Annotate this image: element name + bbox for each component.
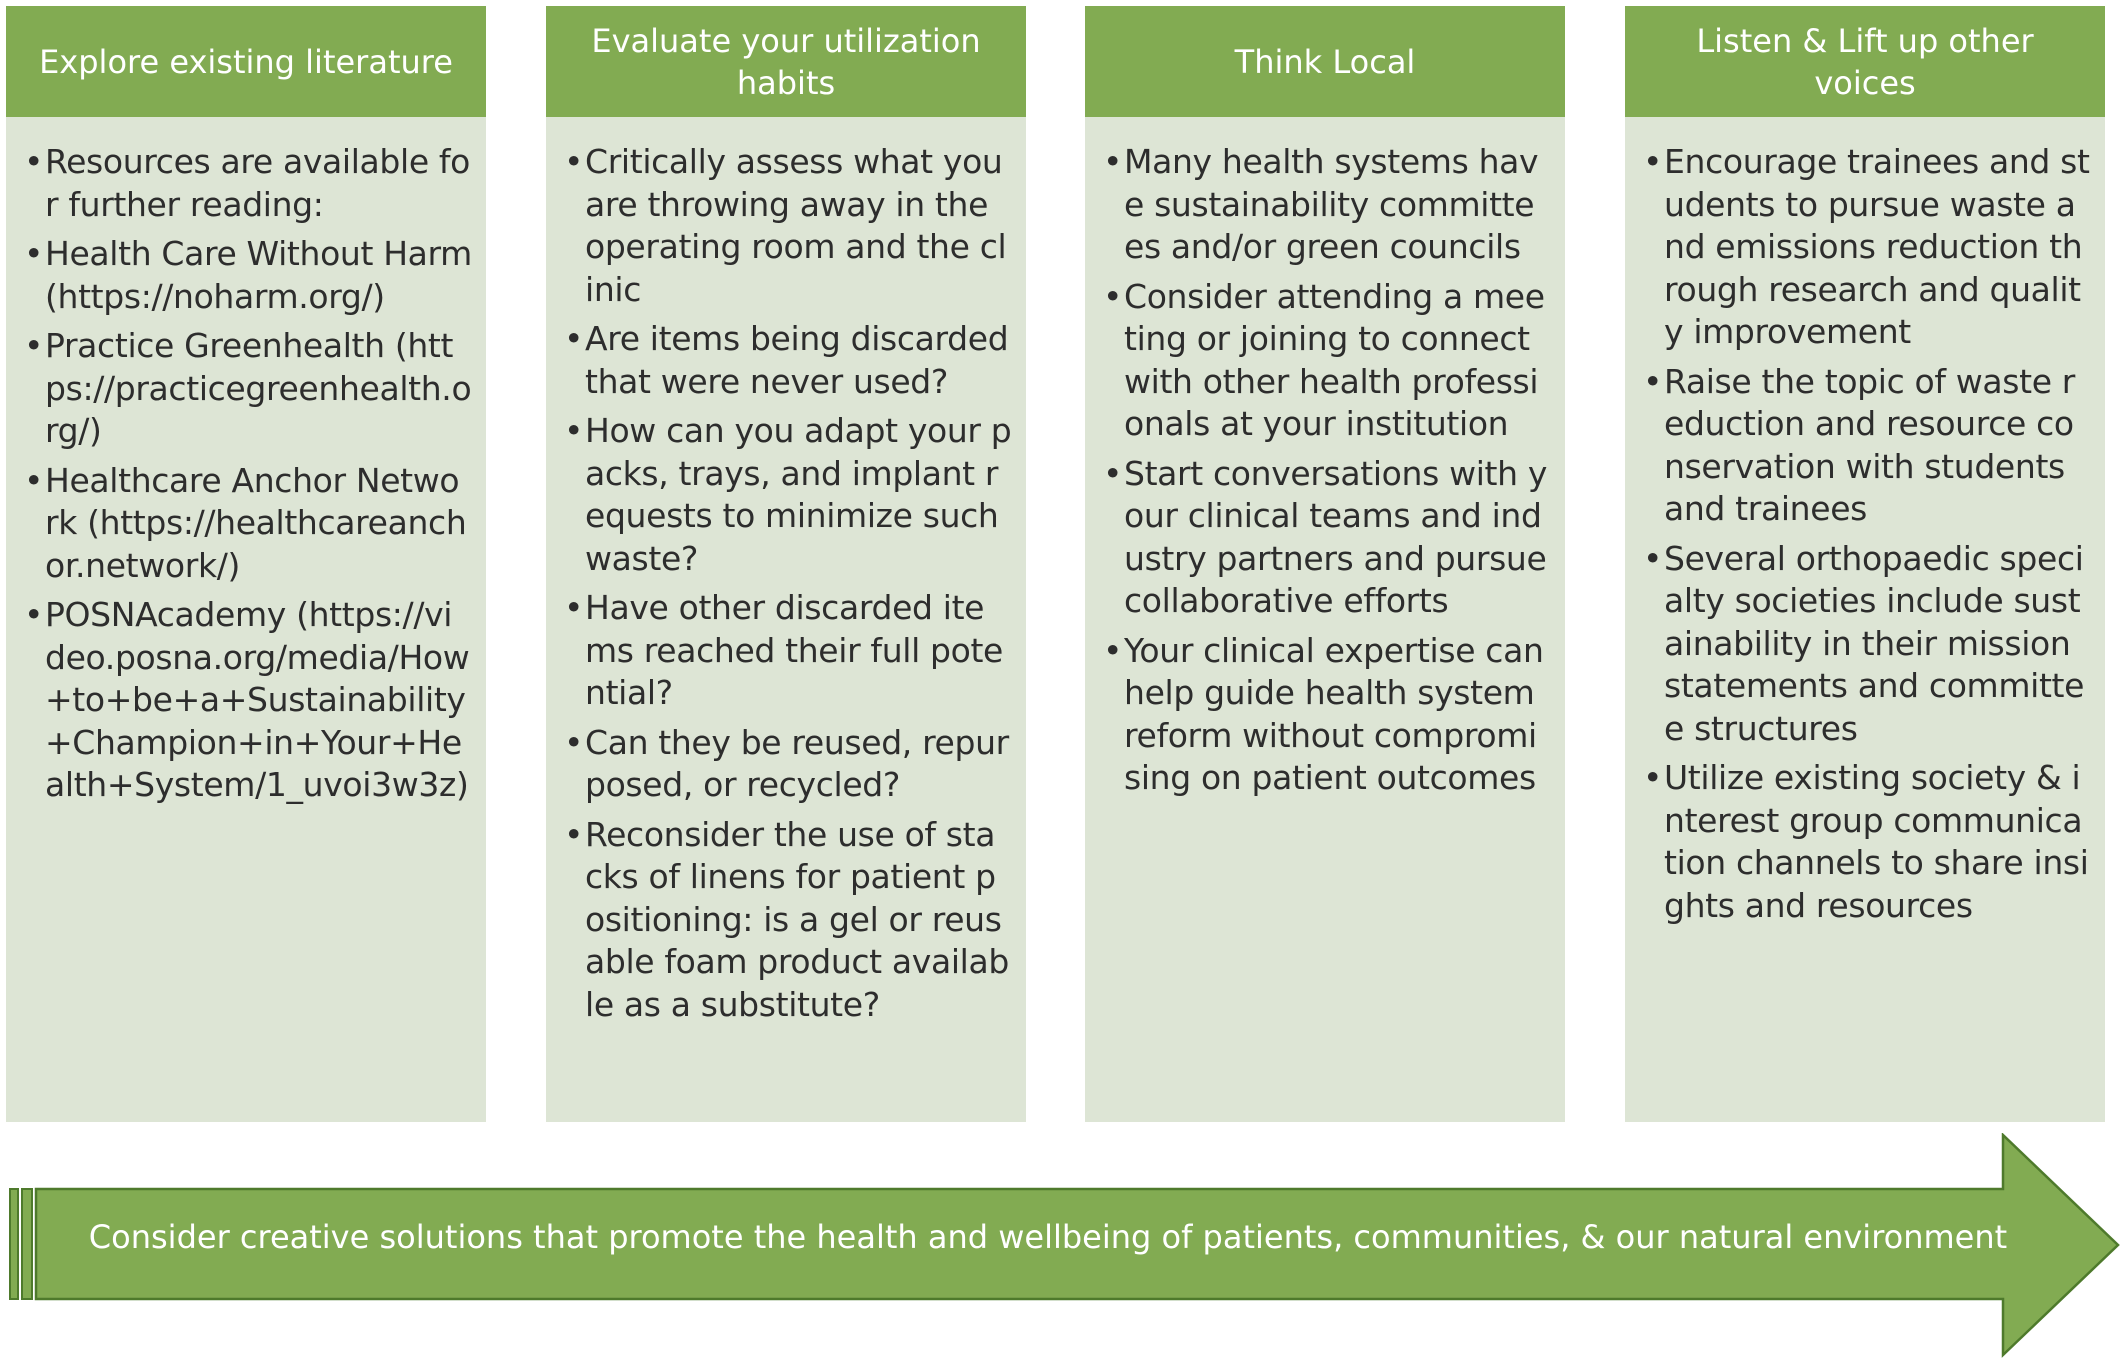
list-item	[24, 325, 472, 453]
list-item	[24, 233, 472, 318]
bullet-icon: •	[24, 460, 44, 500]
list-item-text: Raise the topic of waste reduction and resource conservation with students and trainees	[1664, 361, 2076, 528]
list-item-text: Start conversations with your clinical teams and industry partners and pursue collaborative efforts	[1124, 453, 1547, 620]
list-item-text: Utilize existing society & interest group communication channels to share insights and resources	[1664, 758, 2089, 925]
list-item-text: Healthcare Anchor Network (https://healthcareanchor.network/)	[45, 460, 467, 585]
column-1	[6, 6, 486, 1122]
list-item	[24, 460, 472, 588]
list-item	[1103, 276, 1551, 446]
list-item	[1643, 538, 2091, 751]
bullet-icon: •	[1643, 538, 1663, 578]
list-item	[1643, 757, 2091, 927]
list-item-text: Are items being discarded that were never used?	[585, 319, 1009, 401]
list-item	[564, 722, 1012, 807]
column-list	[6, 117, 486, 807]
list-item-text: Reconsider the use of stacks of linens for patient positioning: is a gel or reusable foam product available as a substitute?	[585, 814, 1009, 1024]
column-3	[1085, 6, 1565, 1122]
bullet-icon: •	[564, 814, 584, 854]
list-item	[564, 587, 1012, 715]
list-item-text: Have other discarded items reached their full potential?	[585, 588, 1004, 712]
bullet-icon: •	[1643, 142, 1663, 181]
list-item-text: Encourage trainees and students to pursue waste and emissions reduction through research and quality improvement	[1664, 142, 2090, 351]
list-item	[564, 318, 1012, 403]
bullet-icon: •	[1643, 361, 1663, 401]
bullet-icon: •	[24, 595, 44, 634]
list-item-text: POSNAcademy (https://video.posna.org/media/How+to+be+a+Sustainability+Champion+in+Your+Health+System/1_uvoi3w3z)	[45, 595, 470, 804]
list-item	[1643, 361, 2091, 531]
list-item	[1103, 141, 1551, 269]
column-list	[546, 117, 1026, 1026]
bullet-icon: •	[24, 142, 44, 181]
list-item-text: Can they be reused, repurposed, or recycled?	[585, 722, 1009, 804]
list-item	[24, 141, 472, 226]
column-2	[546, 6, 1026, 1122]
bullet-icon: •	[24, 326, 44, 365]
list-item-text: Several orthopaedic specialty societies include sustainability in their mission statements and committee structures	[1664, 538, 2085, 748]
bullet-icon: •	[24, 234, 44, 273]
list-item	[564, 410, 1012, 580]
bullet-icon: •	[564, 142, 584, 181]
list-item-text: Practice Greenhealth (https://practicegreenhealth.org/)	[45, 326, 472, 450]
bullet-icon: •	[1103, 142, 1123, 181]
list-item-text: Health Care Without Harm (https://noharm.org/)	[45, 234, 472, 316]
list-item	[24, 594, 472, 807]
bullet-icon: •	[564, 319, 584, 358]
list-item-text: Consider attending a meeting or joining to connect with other health professionals at your institution	[1124, 276, 1545, 443]
summary-arrow	[8, 1133, 2120, 1363]
column-4	[1625, 6, 2105, 1122]
bullet-icon: •	[1643, 758, 1663, 797]
column-header: Think Local	[1085, 6, 1565, 117]
list-item	[564, 814, 1012, 1027]
list-item-text: Critically assess what you are throwing away in the operating room and the clinic	[585, 142, 1007, 309]
column-list	[1085, 117, 1565, 800]
bullet-icon: •	[564, 411, 584, 450]
list-item-text: Many health systems have sustainability committees and/or green councils	[1124, 142, 1539, 266]
column-header: Evaluate your utilization habits	[546, 6, 1026, 117]
list-item-text: How can you adapt your packs, trays, and implant requests to minimize such waste?	[585, 411, 1012, 578]
column-list	[1625, 117, 2105, 927]
bullet-icon: •	[564, 722, 584, 762]
bullet-icon: •	[564, 588, 584, 627]
column-header: Listen & Lift up other voices	[1625, 6, 2105, 117]
arrow-text: Consider creative solutions that promote the health and wellbeing of patients, communities, & our natural environment	[88, 1218, 2008, 1256]
list-item	[564, 141, 1012, 311]
list-item-text: Your clinical expertise can help guide health system reform without compromising on patient outcomes	[1124, 630, 1544, 797]
list-item	[1103, 630, 1551, 800]
list-item	[1643, 141, 2091, 354]
bullet-icon: •	[1103, 276, 1123, 316]
column-header: Explore existing literature	[6, 6, 486, 117]
bullet-icon: •	[1103, 453, 1123, 493]
list-item	[1103, 453, 1551, 623]
bullet-icon: •	[1103, 630, 1123, 670]
list-item-text: Resources are available for further reading:	[45, 142, 471, 224]
